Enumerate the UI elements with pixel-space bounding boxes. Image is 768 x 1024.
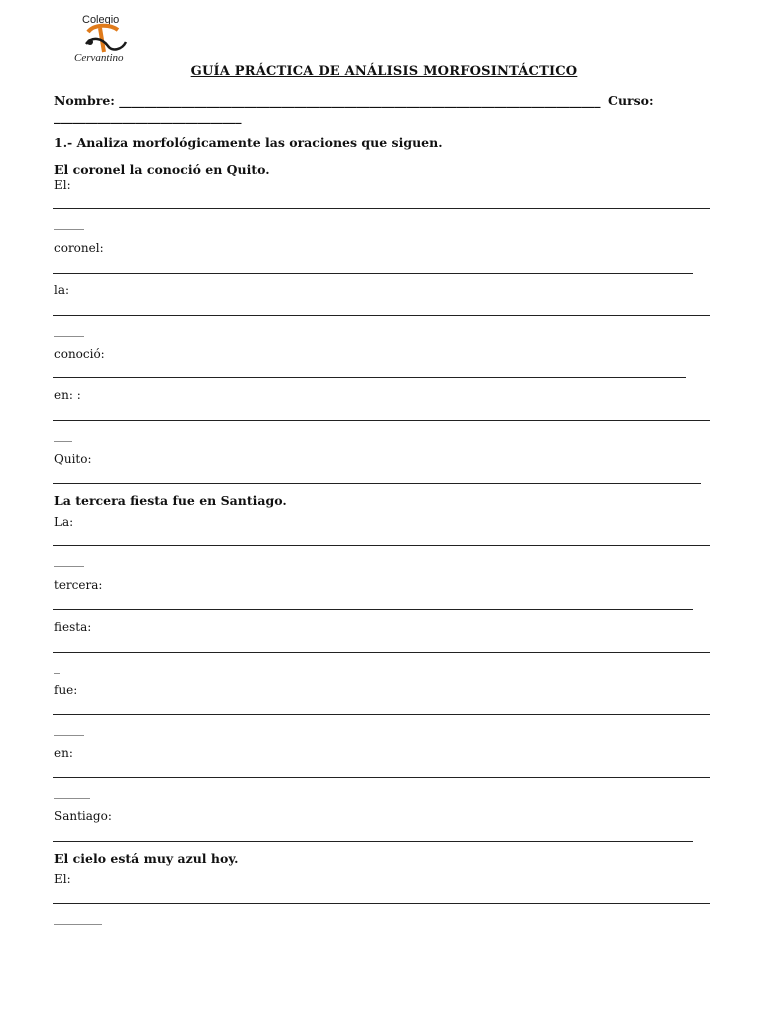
word-label: Santiago: [54,809,112,823]
word-label: coronel: [54,241,104,255]
answer-line[interactable] [53,208,710,209]
answer-line[interactable] [53,315,710,316]
word-label: El: [54,872,71,886]
logo-emblem-icon [80,22,132,56]
word-label: fiesta: [54,620,92,634]
word-label: en: : [54,388,81,402]
word-label: La: [54,515,74,529]
answer-line[interactable] [53,652,710,653]
page-title: GUÍA PRÁCTICA DE ANÁLISIS MORFOSINTÁCTICO [190,64,578,79]
answer-line-continuation[interactable]: _ [54,660,60,674]
answer-line[interactable] [53,545,710,546]
answer-line[interactable] [53,420,710,421]
nombre-field[interactable]: Nombre: _____________________________________________________________________________ [54,93,601,108]
sentence-heading: El cielo está muy azul hoy. [54,851,239,866]
answer-line-continuation[interactable]: _____ [54,216,84,230]
word-label: la: [54,283,70,297]
answer-line[interactable] [53,273,693,274]
answer-line-continuation[interactable]: _____ [54,323,84,337]
answer-line-continuation[interactable]: ___ [54,428,72,442]
logo-bottom-text: Cervantino [74,52,124,64]
sentence-heading: El coronel la conoció en Quito. [54,162,270,177]
curso-label: Curso: [608,93,654,108]
answer-line-continuation[interactable]: ________ [54,911,102,925]
answer-line[interactable] [53,714,710,715]
exercise-instruction: 1.- Analiza morfológicamente las oraciones que siguen. [54,135,443,150]
answer-line-continuation[interactable]: ______ [54,785,90,799]
word-label: fue: [54,683,78,697]
word-label: en: [54,746,73,760]
word-label: conoció: [54,347,105,361]
logo-top-text: Colegio [82,14,120,26]
answer-line-continuation[interactable]: _____ [54,722,84,736]
word-label: Quito: [54,452,92,466]
word-label: tercera: [54,578,103,592]
answer-line[interactable] [53,483,701,484]
sentence-heading: La tercera fiesta fue en Santiago. [54,493,287,508]
answer-line[interactable] [53,609,693,610]
answer-line[interactable] [53,841,693,842]
answer-line-continuation[interactable]: _____ [54,553,84,567]
school-logo [66,12,150,68]
word-label: El: [54,178,71,192]
answer-line[interactable] [53,377,686,378]
answer-line[interactable] [53,903,710,904]
curso-field[interactable]: ______________________________ [54,109,242,124]
answer-line[interactable] [53,777,710,778]
